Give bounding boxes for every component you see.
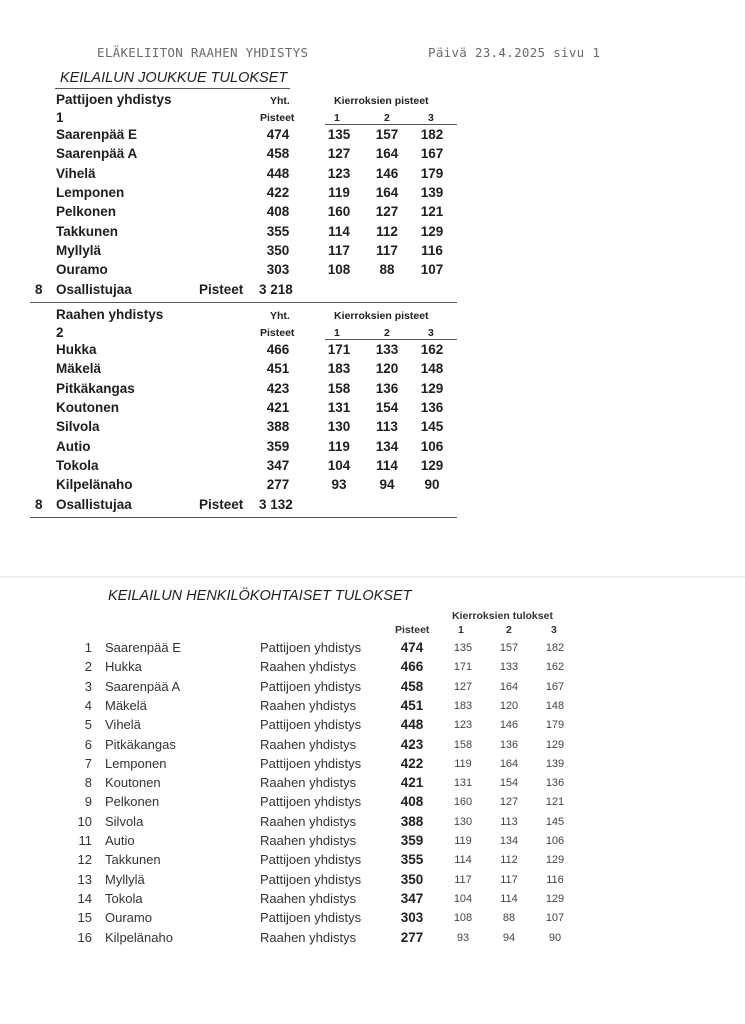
player-round-2: 146 xyxy=(375,165,399,181)
rank-number: 1 xyxy=(84,640,92,655)
player-round-2: 164 xyxy=(375,184,399,200)
round-2-score: 136 xyxy=(499,738,519,751)
round-1-header: 1 xyxy=(334,327,340,339)
round-1-header: 1 xyxy=(334,112,340,124)
player-total: 451 xyxy=(266,361,290,377)
player-total: 388 xyxy=(266,419,290,435)
player-total: 422 xyxy=(266,184,290,200)
player-points: 408 xyxy=(400,794,424,810)
team-name: Pattijoen yhdistys xyxy=(260,852,362,868)
round-3-header: 3 xyxy=(428,327,434,339)
player-total: 355 xyxy=(266,223,290,239)
round-3-score: 148 xyxy=(545,699,565,712)
team-name: Raahen yhdistys xyxy=(260,736,357,752)
player-name: Ouramo xyxy=(56,262,108,278)
round-1-score: 171 xyxy=(453,661,473,674)
player-points: 277 xyxy=(400,929,424,945)
round-3-score: 136 xyxy=(545,777,565,790)
player-total: 466 xyxy=(266,342,290,357)
player-total: 474 xyxy=(266,127,290,142)
team-name: Pattijoen yhdistys xyxy=(260,910,362,926)
round-3-score: 129 xyxy=(545,892,565,905)
player-round-1: 127 xyxy=(327,146,351,162)
player-points: 466 xyxy=(400,659,424,675)
team-total-points: 3 132 xyxy=(259,497,293,513)
team-total-points: 3 218 xyxy=(259,282,293,298)
player-round-2: 113 xyxy=(376,419,398,435)
round-2-score: 146 xyxy=(499,719,519,732)
player-round-3: 136 xyxy=(420,399,444,415)
individual-round-3-header: 3 xyxy=(551,624,557,636)
player-round-3: 179 xyxy=(420,165,444,181)
player-name: Lemponen xyxy=(56,184,125,200)
player-round-1: 183 xyxy=(327,361,351,377)
participants-label: Osallistujaa xyxy=(56,497,132,513)
date-page-label: Päivä 23.4.2025 sivu 1 xyxy=(428,45,601,60)
player-round-1: 93 xyxy=(331,477,347,493)
player-round-2: 134 xyxy=(375,438,399,454)
round-2-score: 164 xyxy=(499,757,519,770)
player-name: Pelkonen xyxy=(56,204,117,220)
team-name: Raahen yhdistys xyxy=(260,697,357,713)
player-round-2: 117 xyxy=(376,242,398,258)
team-name: Pattijoen yhdistys xyxy=(260,717,362,733)
player-total: 458 xyxy=(266,146,290,162)
title-underline xyxy=(55,88,290,89)
team-number: 2 xyxy=(56,325,64,340)
player-name: Kilpelänaho xyxy=(105,929,173,945)
player-round-2: 112 xyxy=(376,223,398,239)
round-2-score: 88 xyxy=(502,912,516,925)
player-round-3: 106 xyxy=(420,438,444,454)
round-3-score: 129 xyxy=(545,854,565,867)
round-3-score: 179 xyxy=(545,719,565,732)
round-3-score: 116 xyxy=(546,873,564,886)
round-2-score: 117 xyxy=(500,873,518,886)
player-points: 359 xyxy=(400,833,424,848)
player-name: Autio xyxy=(105,833,135,848)
round-1-score: 119 xyxy=(454,835,472,847)
player-name: Koutonen xyxy=(105,775,161,791)
round-2-score: 134 xyxy=(499,835,519,847)
round-1-score: 127 xyxy=(453,680,473,693)
player-round-2: 157 xyxy=(375,127,399,142)
team-number: 1 xyxy=(56,110,64,125)
player-name: Takkunen xyxy=(105,852,161,868)
rank-number: 9 xyxy=(84,794,92,810)
player-points: 421 xyxy=(400,775,424,791)
individual-rounds-header: Kierroksien tulokset xyxy=(452,610,553,622)
rounds-header-rule xyxy=(325,124,457,125)
player-points: 451 xyxy=(400,697,424,713)
rank-number: 15 xyxy=(77,910,92,926)
round-3-score: 121 xyxy=(545,796,565,809)
round-3-header: 3 xyxy=(428,112,434,124)
player-round-3: 182 xyxy=(420,127,444,142)
rounds-header: Kierroksien pisteet xyxy=(334,310,429,322)
player-points: 458 xyxy=(400,678,424,694)
round-3-score: 145 xyxy=(545,815,565,828)
rank-number: 3 xyxy=(84,678,92,694)
player-round-1: 130 xyxy=(327,419,351,435)
rank-number: 11 xyxy=(78,833,92,848)
player-name: Autio xyxy=(56,438,91,454)
individual-results-title: KEILAILUN HENKILÖKOHTAISET TULOKSET xyxy=(108,588,412,604)
team-points-label: Pisteet xyxy=(199,497,244,513)
player-name: Pitkäkangas xyxy=(105,736,176,752)
player-name: Saarenpää E xyxy=(105,640,181,655)
player-name: Tokola xyxy=(105,890,143,906)
player-points: 448 xyxy=(400,717,424,733)
player-name: Myllylä xyxy=(56,242,102,258)
player-total: 277 xyxy=(266,477,290,493)
player-total: 303 xyxy=(266,262,290,278)
round-2-score: 113 xyxy=(500,815,518,828)
player-total: 423 xyxy=(266,380,290,396)
player-name: Saarenpää E xyxy=(56,127,138,142)
player-round-3: 116 xyxy=(421,242,443,258)
rank-number: 13 xyxy=(77,871,92,887)
player-total: 347 xyxy=(266,457,290,473)
team-name: Pattijoen yhdistys xyxy=(56,92,172,107)
rounds-header-rule xyxy=(325,339,457,340)
round-3-score: 90 xyxy=(548,931,562,944)
round-2-score: 157 xyxy=(499,642,519,654)
participants-label: Osallistujaa xyxy=(56,282,132,298)
round-3-score: 139 xyxy=(545,757,565,770)
individual-points-header: Pisteet xyxy=(395,624,430,636)
participants-count: 8 xyxy=(35,282,43,298)
team-name: Pattijoen yhdistys xyxy=(260,678,362,694)
player-points: 388 xyxy=(400,813,424,829)
player-name: Takkunen xyxy=(56,223,119,239)
team-block-divider xyxy=(30,517,457,518)
player-round-1: 160 xyxy=(327,204,351,220)
round-1-score: 117 xyxy=(454,873,472,886)
rank-number: 2 xyxy=(84,659,92,675)
rank-number: 7 xyxy=(84,755,92,771)
rank-number: 16 xyxy=(77,929,92,945)
player-round-3: 129 xyxy=(420,223,444,239)
player-round-1: 171 xyxy=(327,342,351,357)
player-round-2: 154 xyxy=(375,399,399,415)
player-round-3: 129 xyxy=(420,380,444,396)
player-round-2: 120 xyxy=(375,361,399,377)
player-name: Lemponen xyxy=(105,755,167,771)
player-points: 347 xyxy=(400,890,424,906)
player-name: Pelkonen xyxy=(105,794,160,810)
rounds-header: Kierroksien pisteet xyxy=(334,95,429,107)
team-block-divider xyxy=(30,302,457,303)
round-1-score: 183 xyxy=(453,699,473,712)
player-name: Tokola xyxy=(56,457,99,473)
player-round-3: 90 xyxy=(424,477,440,493)
rank-number: 5 xyxy=(84,717,92,733)
player-points: 350 xyxy=(400,871,424,887)
player-total: 350 xyxy=(266,242,290,258)
player-name: Vihelä xyxy=(56,165,96,181)
team-results-title: KEILAILUN JOUKKUE TULOKSET xyxy=(60,70,288,86)
round-2-score: 94 xyxy=(502,931,516,944)
round-1-score: 130 xyxy=(453,815,473,828)
round-2-score: 112 xyxy=(500,854,518,867)
player-round-1: 114 xyxy=(328,223,350,239)
participants-count: 8 xyxy=(35,497,43,513)
team-name: Raahen yhdistys xyxy=(260,890,357,906)
player-total: 421 xyxy=(266,399,290,415)
player-points: 355 xyxy=(400,852,424,868)
round-2-score: 127 xyxy=(499,796,519,809)
round-1-score: 160 xyxy=(453,796,473,809)
round-1-score: 93 xyxy=(456,931,470,944)
rank-number: 14 xyxy=(77,890,92,906)
player-round-3: 167 xyxy=(420,146,444,162)
total-header: Yht. xyxy=(270,95,290,107)
team-name: Pattijoen yhdistys xyxy=(260,794,362,810)
player-round-3: 148 xyxy=(420,361,444,377)
player-round-2: 88 xyxy=(379,262,395,278)
player-name: Saarenpää A xyxy=(56,146,138,162)
player-round-2: 94 xyxy=(379,477,395,493)
round-2-header: 2 xyxy=(384,327,390,339)
player-round-3: 139 xyxy=(420,184,444,200)
player-total: 448 xyxy=(266,165,290,181)
round-3-score: 106 xyxy=(545,835,565,847)
player-round-1: 108 xyxy=(327,262,351,278)
player-round-1: 135 xyxy=(327,127,351,142)
points-header: Pisteet xyxy=(260,327,295,339)
round-3-score: 162 xyxy=(545,661,565,674)
team-name: Raahen yhdistys xyxy=(260,813,357,829)
player-points: 422 xyxy=(400,755,424,771)
round-2-score: 133 xyxy=(499,661,519,674)
round-1-score: 119 xyxy=(454,757,472,770)
round-3-score: 129 xyxy=(545,738,565,751)
player-round-2: 164 xyxy=(375,146,399,162)
team-name: Raahen yhdistys xyxy=(260,659,357,675)
team-name: Raahen yhdistys xyxy=(260,833,357,848)
player-name: Hukka xyxy=(56,342,97,357)
player-name: Koutonen xyxy=(56,399,119,415)
player-name: Saarenpää A xyxy=(105,678,181,694)
player-round-3: 121 xyxy=(420,204,444,220)
round-1-score: 158 xyxy=(453,738,473,751)
team-name: Raahen yhdistys xyxy=(260,929,357,945)
player-round-3: 145 xyxy=(420,419,444,435)
individual-round-2-header: 2 xyxy=(506,624,512,636)
player-round-1: 119 xyxy=(328,438,350,454)
rank-number: 12 xyxy=(77,852,92,868)
player-round-1: 117 xyxy=(328,242,350,258)
organization-header: ELÄKELIITON RAAHEN YHDISTYS xyxy=(97,45,309,60)
player-points: 474 xyxy=(400,640,424,655)
round-2-header: 2 xyxy=(384,112,390,124)
player-round-1: 123 xyxy=(327,165,351,181)
round-1-score: 135 xyxy=(453,642,473,654)
round-2-score: 154 xyxy=(499,777,519,790)
rank-number: 10 xyxy=(77,813,92,829)
round-3-score: 107 xyxy=(545,912,565,925)
team-name: Pattijoen yhdistys xyxy=(260,871,362,887)
round-1-score: 108 xyxy=(453,912,473,925)
round-2-score: 120 xyxy=(499,699,519,712)
team-name: Pattijoen yhdistys xyxy=(260,755,362,771)
individual-round-1-header: 1 xyxy=(458,624,464,636)
player-round-1: 131 xyxy=(327,399,351,415)
player-name: Myllylä xyxy=(105,871,145,887)
round-1-score: 123 xyxy=(453,719,473,732)
player-round-3: 129 xyxy=(420,457,444,473)
player-name: Silvola xyxy=(105,813,144,829)
player-round-3: 107 xyxy=(420,262,444,278)
player-round-1: 119 xyxy=(328,184,350,200)
player-round-3: 162 xyxy=(420,342,444,357)
rank-number: 6 xyxy=(84,736,92,752)
player-name: Vihelä xyxy=(105,717,141,733)
player-points: 303 xyxy=(400,910,424,926)
player-round-1: 158 xyxy=(327,380,351,396)
player-name: Silvola xyxy=(56,419,100,435)
player-name: Hukka xyxy=(105,659,142,675)
player-round-2: 127 xyxy=(375,204,399,220)
player-name: Ouramo xyxy=(105,910,152,926)
player-name: Kilpelänaho xyxy=(56,477,133,493)
page-fold xyxy=(0,576,745,578)
player-round-1: 104 xyxy=(327,457,351,473)
round-1-score: 104 xyxy=(453,892,473,905)
rank-number: 4 xyxy=(84,697,92,713)
player-name: Pitkäkangas xyxy=(56,380,135,396)
team-points-label: Pisteet xyxy=(199,282,244,298)
player-points: 423 xyxy=(400,736,424,752)
team-name: Raahen yhdistys xyxy=(260,775,357,791)
round-3-score: 167 xyxy=(545,680,565,693)
round-3-score: 182 xyxy=(545,642,565,654)
player-total: 408 xyxy=(266,204,290,220)
player-total: 359 xyxy=(266,438,290,454)
round-1-score: 114 xyxy=(454,854,472,867)
player-name: Mäkelä xyxy=(56,361,102,377)
player-round-2: 133 xyxy=(375,342,399,357)
player-name: Mäkelä xyxy=(105,697,147,713)
team-name: Pattijoen yhdistys xyxy=(260,640,362,655)
round-2-score: 114 xyxy=(500,892,518,905)
round-1-score: 131 xyxy=(453,777,473,790)
total-header: Yht. xyxy=(270,310,290,322)
team-name: Raahen yhdistys xyxy=(56,307,164,322)
points-header: Pisteet xyxy=(260,112,295,124)
round-2-score: 164 xyxy=(499,680,519,693)
player-round-2: 114 xyxy=(376,457,398,473)
player-round-2: 136 xyxy=(375,380,399,396)
rank-number: 8 xyxy=(84,775,92,791)
